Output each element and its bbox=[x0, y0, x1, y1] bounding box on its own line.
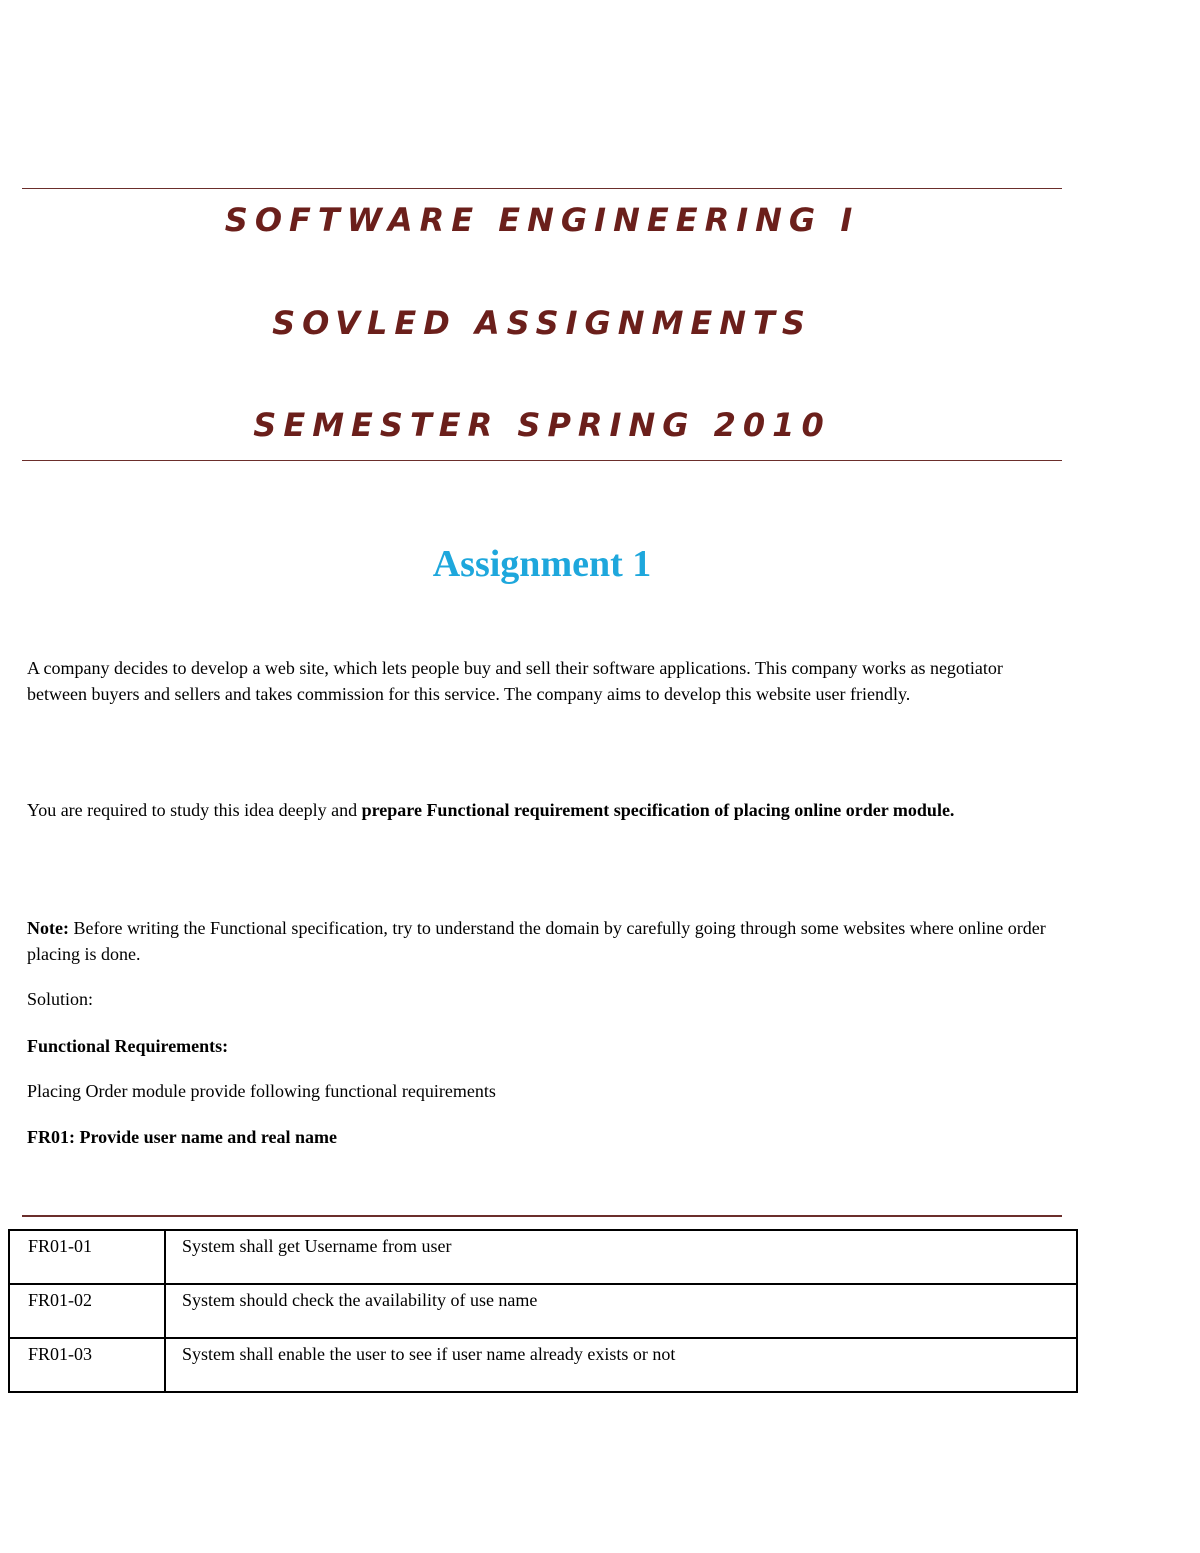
semester-heading: SEMESTER SPRING 2010 bbox=[253, 406, 831, 444]
requirement-text: System shall enable the user to see if user name already exists or not bbox=[165, 1338, 1077, 1392]
note-text: Before writing the Functional specification, try to understand the domain by carefully going through some websites where online order placing is done. bbox=[27, 918, 1046, 964]
fr01-heading: FR01: Provide user name and real name bbox=[27, 1127, 337, 1147]
assignment-title: Assignment 1 bbox=[432, 543, 652, 585]
table-row bbox=[9, 1284, 1077, 1338]
top-rule bbox=[22, 188, 1062, 189]
requirement-text: System shall get Username from user bbox=[165, 1230, 1077, 1284]
requirement-id: FR01-03 bbox=[9, 1338, 165, 1392]
task-bold: prepare Functional requirement specification of placing online order module. bbox=[361, 800, 955, 820]
task-prefix: You are required to study this idea deeply and bbox=[27, 800, 362, 820]
subtitle-heading: SOVLED ASSIGNMENTS bbox=[272, 304, 812, 342]
table-rule bbox=[22, 1215, 1062, 1217]
requirement-id: FR01-02 bbox=[9, 1284, 165, 1338]
intro-paragraph: A company decides to develop a web site, which lets people buy and sell their software applications. This company works as negotiator between buyers and sellers and takes commission for this service. The company aims to develop this website user friendly. bbox=[27, 658, 1003, 704]
requirements-table bbox=[8, 1229, 1078, 1393]
requirement-text: System should check the availability of use name bbox=[165, 1284, 1077, 1338]
note-paragraph bbox=[27, 915, 1057, 967]
solution-label: Solution: bbox=[27, 989, 94, 1009]
bottom-rule bbox=[22, 460, 1062, 461]
note-label: Note: bbox=[27, 918, 69, 938]
table-row bbox=[9, 1338, 1077, 1392]
module-paragraph: Placing Order module provide following functional requirements bbox=[27, 1081, 496, 1101]
requirement-id: FR01-01 bbox=[9, 1230, 165, 1284]
functional-requirements-heading: Functional Requirements: bbox=[27, 1036, 229, 1056]
table-row bbox=[9, 1230, 1077, 1284]
task-paragraph bbox=[27, 797, 1057, 823]
course-heading: SOFTWARE ENGINEERING I bbox=[224, 201, 860, 239]
